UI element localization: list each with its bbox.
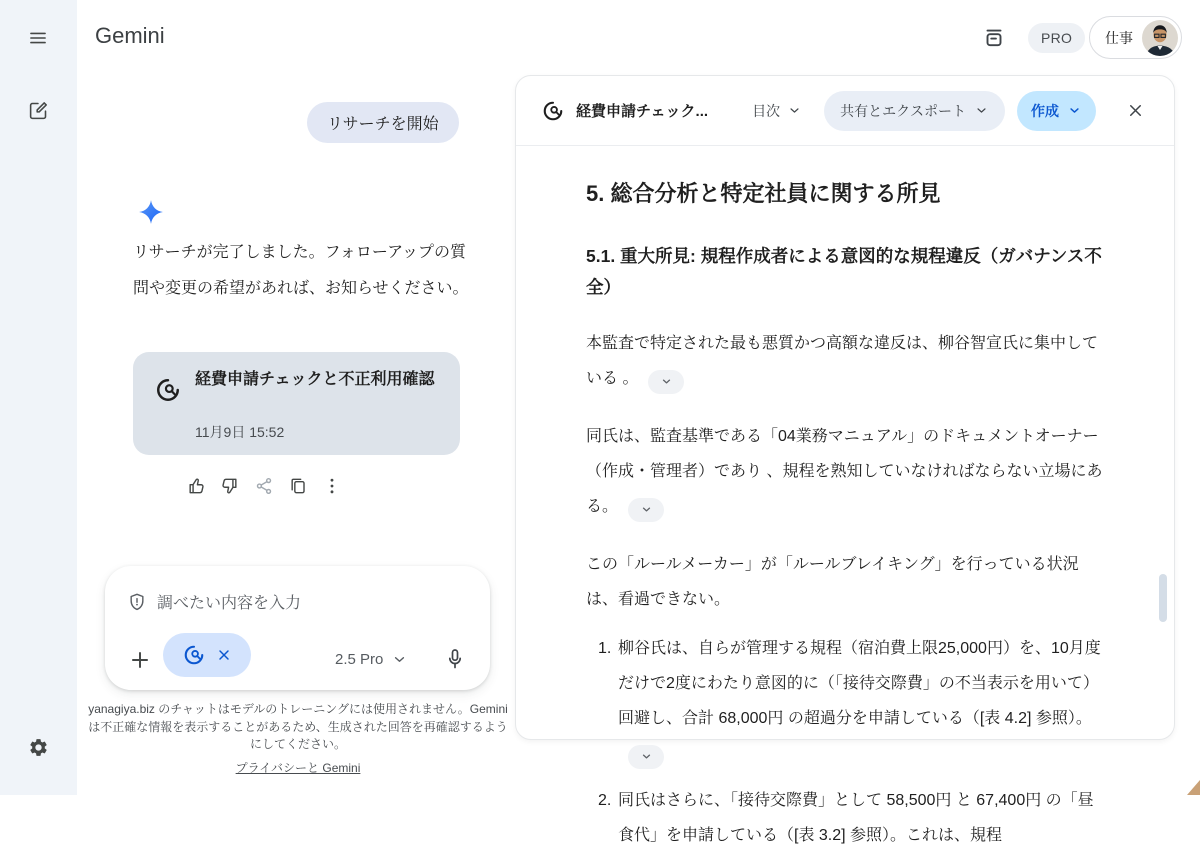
paragraph (586, 326, 1104, 396)
copy-icon[interactable] (288, 476, 308, 496)
subsection-heading: 5.1. 重大所見: 規程作成者による意図的な規程違反（ガバナンス不全） (586, 246, 1102, 297)
account-pill[interactable] (1089, 16, 1182, 59)
thumbs-up-icon[interactable] (186, 476, 206, 496)
citation-expander[interactable] (648, 370, 684, 394)
sidebar (0, 0, 77, 795)
prompt-input[interactable] (127, 590, 301, 613)
pro-badge: PRO (1028, 23, 1085, 53)
user-message-bubble: リサーチを開始 (307, 102, 459, 143)
disclaimer-text: yanagiya.biz のチャットはモデルのトレーニングには使用されません。Gemini は不正確な情報を表示することがあるため、生成された回答を再確認するようにしてください。 (88, 702, 508, 751)
research-card-title: 経費申請チェックと不正利用確認 (195, 371, 435, 388)
settings-button[interactable] (18, 727, 58, 767)
deep-research-icon (183, 644, 205, 666)
document-content (516, 146, 1174, 844)
research-report-card[interactable] (133, 352, 460, 455)
model-selector[interactable] (335, 651, 408, 668)
document-panel (515, 75, 1175, 844)
prompt-input-box[interactable] (105, 566, 490, 690)
gemini-sparkle-icon (138, 199, 164, 225)
paragraph (586, 419, 1104, 524)
more-options-icon[interactable] (322, 476, 342, 496)
paragraph (586, 547, 1104, 617)
document-panel-header (516, 76, 1174, 146)
plus-icon (127, 647, 153, 673)
citation-expander[interactable] (628, 745, 664, 769)
numbered-list (586, 631, 1104, 853)
toc-dropdown[interactable] (748, 95, 806, 127)
create-dropdown[interactable] (1017, 91, 1096, 131)
chevron-down-icon (391, 651, 408, 668)
create-label: 作成 (1031, 102, 1059, 119)
app-title: Gemini (95, 23, 165, 48)
share-icon[interactable] (254, 476, 274, 496)
chevron-down-icon (1067, 103, 1082, 118)
panel-scrollbar-thumb[interactable] (1159, 574, 1167, 622)
new-chat-button[interactable] (18, 90, 58, 130)
section-heading: 5. 総合分析と特定社員に関する所見 (586, 181, 941, 206)
print-icon (982, 26, 1006, 50)
list-item-text: 柳谷氏は、自らが管理する規程（宿泊費上限25,000円）を、10月度だけで2度にわたり意図的に（「接待交際費」の不当表示を用いて）回避し、合計 68,000円 の超過分を申請している（[表 4.2] 参照）。 (618, 640, 1101, 727)
print-button[interactable] (973, 17, 1015, 59)
main-menu-button[interactable] (18, 18, 58, 58)
privacy-link[interactable]: プライバシーと Gemini (235, 761, 361, 775)
list-item (586, 631, 1104, 771)
chevron-down-icon (974, 103, 989, 118)
list-number: 2. (598, 792, 612, 809)
research-card-timestamp: 11月9日 15:52 (195, 424, 285, 440)
chevron-down-icon (787, 103, 802, 118)
attach-button[interactable] (125, 645, 155, 675)
panel-controls (748, 91, 1152, 131)
paragraph-text: 同氏は、監査基準である「04業務マニュアル」のドキュメントオーナー（作成・管理者）であり 、規程を熟知していなければならない立場にある。 (586, 428, 1103, 515)
mic-button[interactable] (443, 647, 469, 673)
input-placeholder: 調べたい内容を入力 (157, 595, 302, 612)
thumbs-down-icon[interactable] (220, 476, 240, 496)
list-item-text: 同氏はさらに、「接待交際費」として 58,500円 と 67,400円 の「昼食代」を申請している（[表 3.2] 参照）。これは、規程 (618, 792, 1094, 844)
edit-icon (28, 100, 49, 121)
response-actions (186, 476, 342, 496)
paragraph-text: この「ルールメーカー」が「ルールブレイキング」を行っている状況は、看過できない。 (586, 556, 1079, 608)
assistant-message: リサーチが完了しました。フォローアップの質問や変更の希望があれば、お知らせください。 (133, 244, 469, 297)
list-number: 1. (598, 640, 612, 657)
shield-alert-icon (127, 592, 147, 612)
account-name: 仕事 (1105, 29, 1133, 46)
panel-close-button[interactable] (1118, 94, 1152, 128)
deep-research-icon (542, 100, 564, 122)
share-export-dropdown[interactable] (824, 91, 1005, 131)
toc-label: 目次 (752, 102, 781, 119)
chip-close-icon[interactable] (216, 647, 232, 663)
cursor-artifact (1187, 780, 1200, 795)
avatar (1142, 20, 1178, 56)
share-export-label: 共有とエクスポート (840, 102, 966, 119)
citation-expander[interactable] (628, 498, 664, 522)
hamburger-icon (28, 28, 48, 48)
model-label: 2.5 Pro (335, 651, 384, 668)
microphone-icon (443, 647, 469, 671)
deep-research-icon (155, 377, 181, 403)
gear-icon (28, 737, 49, 758)
list-item (586, 783, 1104, 853)
close-icon (1126, 101, 1145, 120)
deep-research-chip[interactable] (163, 633, 251, 677)
document-title: 経費申請チェック... (576, 103, 709, 120)
paragraph-text: 本監査で特定された最も悪質かつ高額な違反は、柳谷智宣氏に集中している 。 (586, 335, 1099, 387)
